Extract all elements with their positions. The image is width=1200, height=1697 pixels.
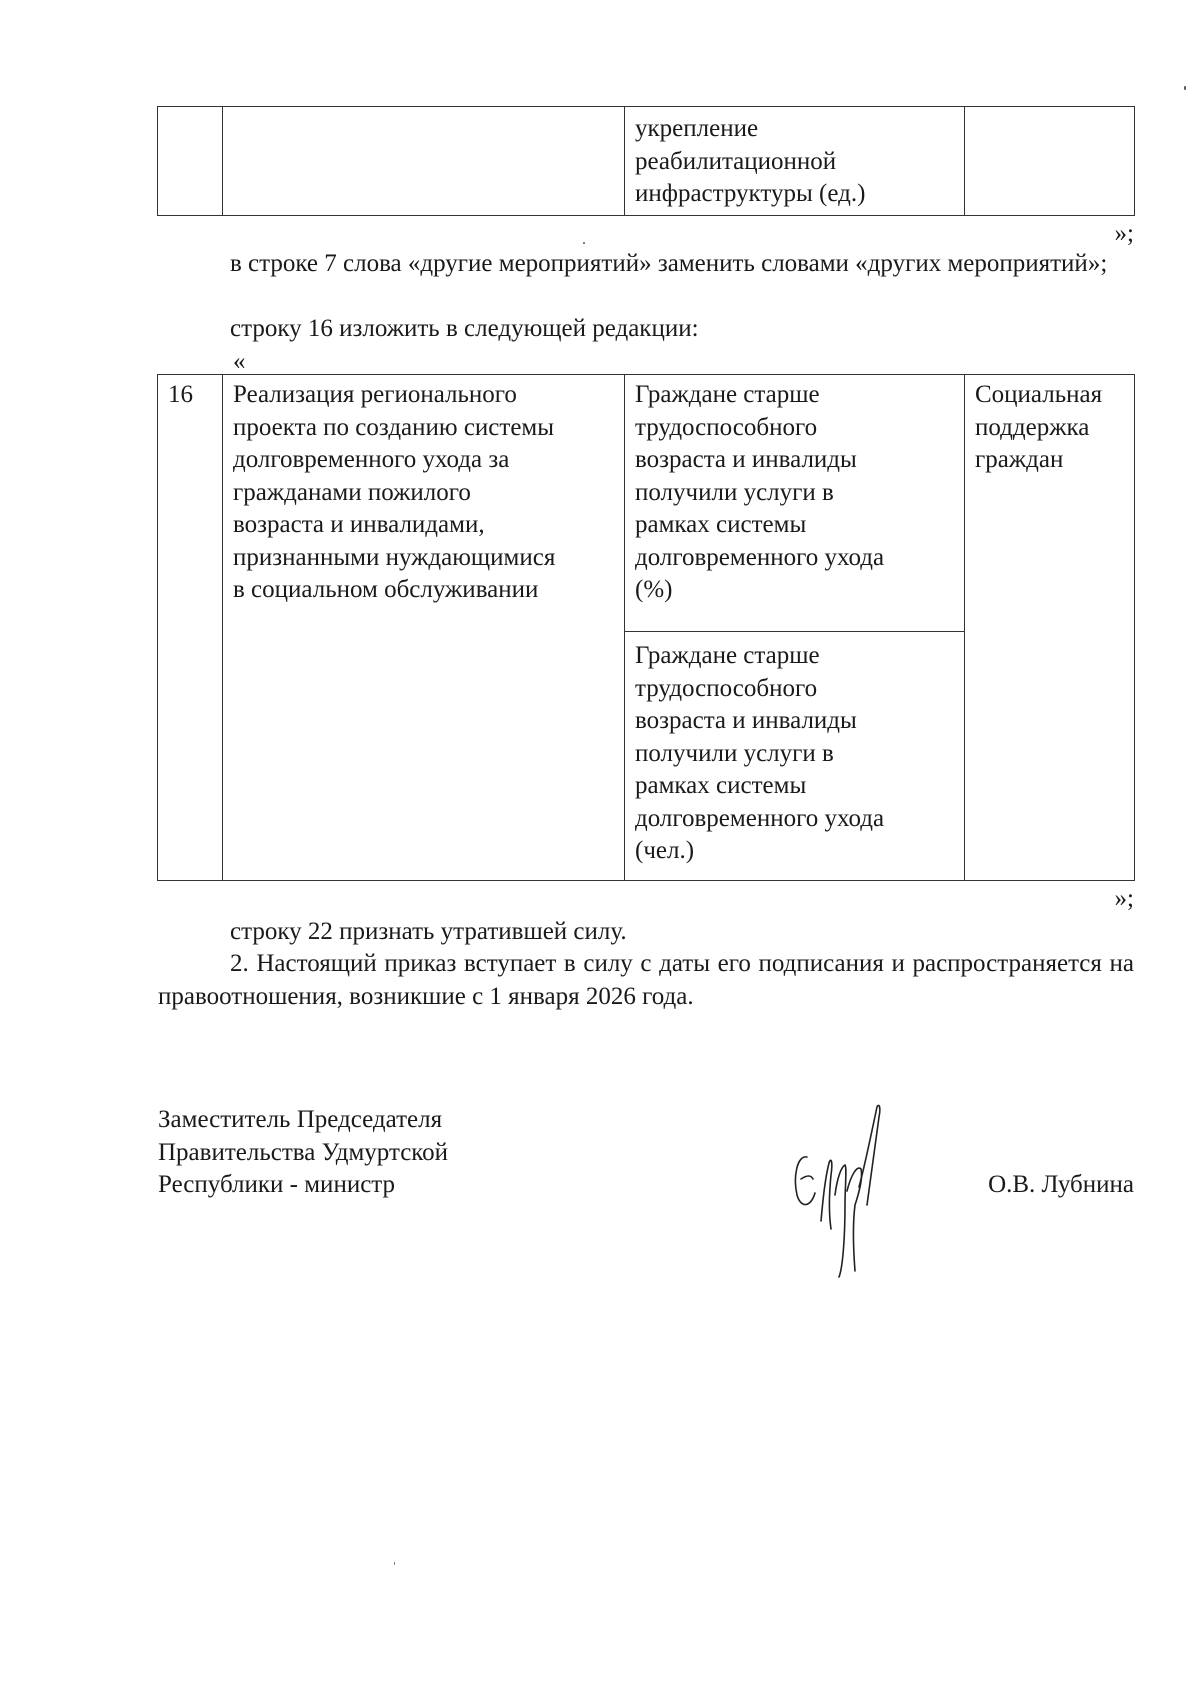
- paragraph-line-22: строку 22 признать утратившей силу.: [230, 918, 627, 945]
- signatory-name: О.В. Лубнина: [988, 1171, 1134, 1198]
- scan-speck: [1184, 86, 1186, 90]
- event-name-cell: [223, 107, 625, 216]
- paragraph-line-7: в строке 7 слова «другие мероприятий» заменить словами «других мероприятий»;: [230, 250, 1108, 277]
- indicator-percent-cell: Граждане старше трудоспособного возраста и инвалиды получили услуги в рамках системы долговременного ухода (%): [625, 375, 965, 632]
- program-cell: Социальная поддержка граждан: [965, 375, 1135, 881]
- signatory-position: Заместитель Председателя Правительства Удмуртской Республики - министр: [158, 1106, 449, 1198]
- scan-speck: [394, 1562, 395, 1565]
- top-table-fragment: [157, 106, 1135, 216]
- indicator-cell: укрепление реабилитационной инфраструктуры (ед.): [625, 107, 965, 216]
- indicator-persons-cell: Граждане старше трудоспособного возраста и инвалиды получили услуги в рамках системы долговременного ухода (чел.): [625, 632, 965, 881]
- row-number-cell: 16: [158, 375, 223, 881]
- closing-quote-2: »;: [1114, 885, 1134, 912]
- event-name-cell: Реализация регионального проекта по созданию системы долговременного ухода за гражданами пожилого возраста и инвалидами, признанными нуждающимися в социальном обслуживании: [223, 375, 625, 881]
- program-cell: [965, 107, 1135, 216]
- opening-quote: «: [233, 348, 246, 375]
- row-16-table: [157, 374, 1135, 881]
- row-number-cell: [158, 107, 223, 216]
- scan-speck: [583, 242, 585, 244]
- closing-quote-1: »;: [1114, 220, 1134, 247]
- paragraph-line-16: строку 16 изложить в следующей редакции:: [230, 315, 699, 342]
- handwritten-signature: [785, 1095, 895, 1285]
- table-row: [158, 107, 1135, 216]
- paragraph-item-2: 2. Настоящий приказ вступает в силу с даты его подписания и распространяется на правоотношения, возникшие с 1 января 2026 года.: [158, 950, 1134, 1010]
- table-row: [158, 375, 1135, 632]
